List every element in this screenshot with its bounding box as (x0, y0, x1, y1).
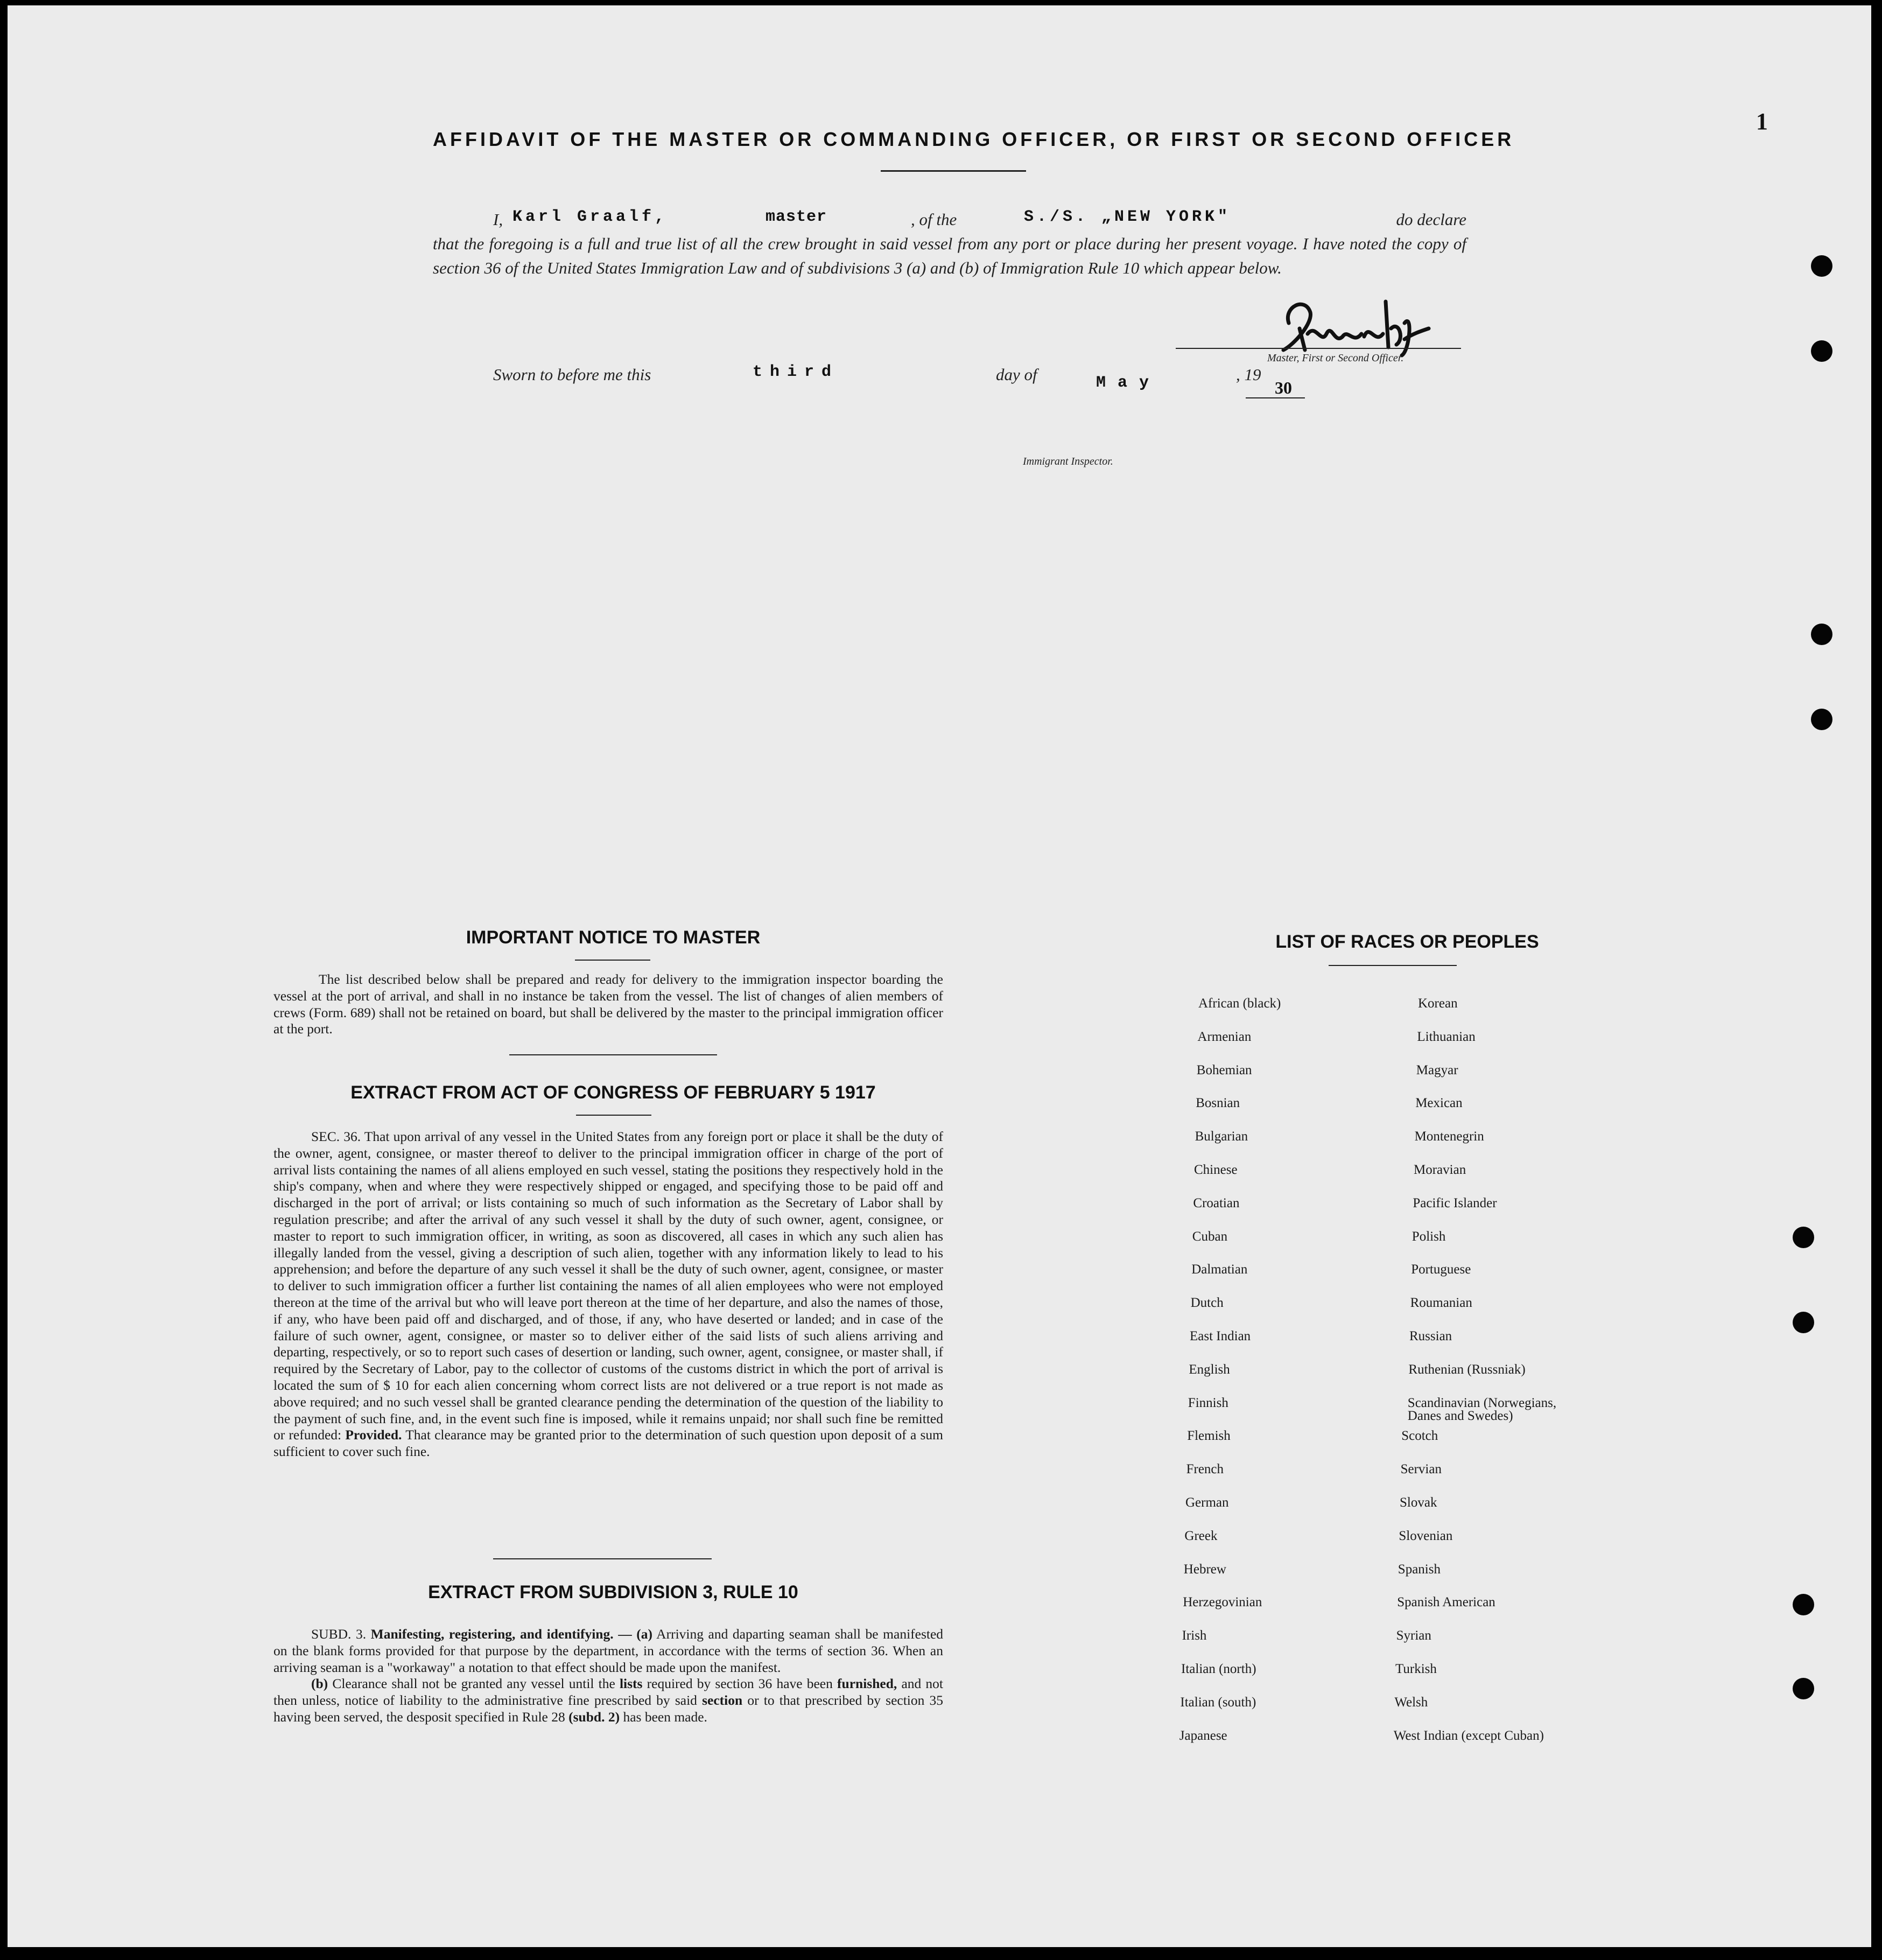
subd-heading: Manifesting, registering, and identifying. (370, 1626, 614, 1642)
races-list (1176, 996, 1660, 1772)
signature-caption: Master, First or Second Officer. (1267, 352, 1404, 364)
notice-title: IMPORTANT NOTICE TO MASTER (466, 927, 761, 948)
race-item: Ruthenian (Russniak) (1408, 1362, 1526, 1377)
para-b-lists: lists (619, 1676, 643, 1692)
para-b-label: (b) (311, 1676, 328, 1692)
inspector-caption: Immigrant Inspector. (1023, 456, 1113, 467)
sworn-prefix: Sworn to before me this (493, 365, 651, 384)
vessel-name: S./S. „NEW YORK" (1024, 208, 1231, 226)
signature-line (1176, 348, 1461, 349)
affidavit-paragraph (433, 207, 1466, 280)
act-provided: Provided. (345, 1427, 402, 1443)
races-title-underline (1329, 965, 1457, 966)
race-item: Greek (1184, 1528, 1218, 1543)
binder-hole (1793, 1678, 1814, 1699)
race-item: Turkish (1395, 1662, 1437, 1676)
race-item: Bohemian (1196, 1062, 1252, 1077)
race-item: Magyar (1416, 1062, 1458, 1077)
para-a-label: — (a) (618, 1626, 652, 1642)
binder-hole (1793, 1312, 1814, 1333)
affidavit-first-line (433, 207, 1466, 232)
act-title: EXTRACT FROM ACT OF CONGRESS OF FEBRUARY 5 1917 (350, 1082, 876, 1103)
race-item: Dutch (1190, 1296, 1224, 1311)
para-b-text-5: has been made. (623, 1709, 707, 1725)
act-text-after: That clearance may be granted prior to the determination of such question upon deposit of a sum sufficient to cover such fine. (273, 1427, 944, 1460)
para-b-subd2: (subd. 2) (568, 1709, 620, 1725)
act-title-underline (576, 1115, 651, 1116)
race-item: Cuban (1192, 1229, 1228, 1244)
title-underline (881, 170, 1026, 172)
act-text-block (273, 1129, 943, 1460)
race-item: French (1186, 1462, 1224, 1477)
race-item: East Indian (1190, 1329, 1251, 1343)
race-item: African (black) (1198, 996, 1281, 1011)
notice-text-block (273, 971, 943, 1038)
act-paragraph (273, 1129, 943, 1460)
binder-hole (1811, 255, 1832, 277)
para-a-text: Arriving and daparting seaman shall be manifested on the blank forms provided for that purpose by the department, in accordance with the terms of section 36. When an arriving seaman is a "workaway" a notation to that effect should be made upon the manifest. (273, 1626, 944, 1675)
race-item: Scotch (1401, 1429, 1438, 1444)
race-item: Armenian (1197, 1029, 1252, 1044)
race-item: Portuguese (1411, 1262, 1471, 1277)
race-item: Bosnian (1196, 1096, 1240, 1111)
year-line (1246, 397, 1305, 398)
races-title: LIST OF RACES OR PEOPLES (1275, 932, 1539, 952)
para-b-text-2: required by section 36 have been (647, 1676, 833, 1692)
race-item: Bulgarian (1195, 1129, 1248, 1144)
race-item: Moravian (1414, 1163, 1466, 1177)
year-suffix: 30 (1275, 378, 1292, 397)
day-of-text: day of (996, 365, 1037, 384)
race-item: Lithuanian (1417, 1029, 1476, 1044)
race-item: Spanish American (1397, 1595, 1495, 1610)
race-item: Japanese (1179, 1728, 1227, 1743)
rule-title: EXTRACT FROM SUBDIVISION 3, RULE 10 (428, 1582, 798, 1602)
affidavit-title: AFFIDAVIT OF THE MASTER OR COMMANDING OFFICER, OR FIRST OR SECOND OFFICER (433, 128, 1515, 150)
race-item: Slovak (1400, 1495, 1437, 1510)
race-item: Croatian (1193, 1195, 1240, 1210)
page-mark: 1 (1756, 108, 1768, 135)
officer-rank: master (766, 208, 827, 226)
para-b-section: section (702, 1692, 743, 1709)
para-b-furnished: furnished, (837, 1676, 897, 1692)
notice-divider (509, 1054, 717, 1055)
rule-paragraph-b (273, 1676, 943, 1725)
race-item: Russian (1409, 1329, 1452, 1343)
binder-hole (1793, 1227, 1814, 1248)
race-item: Flemish (1187, 1429, 1231, 1444)
binder-hole (1811, 709, 1832, 730)
race-item: Montenegrin (1414, 1129, 1484, 1144)
rule-paragraph-a (273, 1626, 943, 1676)
notice-text: The list described below shall be prepared and ready for delivery to the immigration inspector boarding the vessel at the port of arrival, and shall in no instance be taken from the vessel. The list of changes of alien members of crews (Form. 689) shall not be retained on board, but shall be delivered by the master to the principal immigration officer at the port. (273, 971, 943, 1037)
do-declare-text: do declare (1396, 210, 1466, 229)
year-prefix: , 19 (1236, 365, 1261, 384)
race-item: Polish (1412, 1229, 1446, 1244)
race-item: Mexican (1415, 1096, 1463, 1111)
race-item: English (1189, 1362, 1230, 1377)
signature-graphic (1267, 291, 1461, 361)
master-signature (1267, 291, 1461, 361)
race-item: Korean (1418, 996, 1458, 1011)
para-b-text-4: or to that prescribed by section 35 having been served, the desposit specified in Rule 28 (273, 1692, 944, 1725)
notice-title-underline (575, 960, 650, 961)
rule-text-block (273, 1626, 943, 1726)
act-text-before: SEC. 36. That upon arrival of any vessel in the United States from any foreign port or place it shall be the duty of the owner, agent, consignee, or master thereof to deliver to the principal immigration officer in charge of the port of arrival lists containing the names of all aliens employed en such vessel, stating the positions they respectively hold in the ship's company, when and where they were respectively shipped or engaged, and specifying those to be paid off and discharged in the port of arrival; or lists containing so much of such information as the Secretary of Labor shall by regulation prescribe; and after the arrival of any such vessel it shall by the duty of such owner, agent, consignee, or master to report to such immigration officer, in writing, as soon as discovered, all cases in which any such alien has illegally landed from the vessel, giving a description of such alien, together with any information likely to lead to his apprehension; and before the departure of any such vessel it shall be the duty of such owner, agent, consignee, or master to deliver to such immigration officer a further list containing the names of all alien employees who were not employed thereon at the time of the arrival but who will leave port thereon at the time of her departure, and also the names of those, if any, who have been paid off and discharged, and of those, if any, who have deserted or landed; and in case of the failure of such owner, agent, consignee, or master so to deliver either of the said lists of such aliens arriving and departing, respectively, or so to report such cases of desertion or landing, such owner, agent, consignee, or master shall, if required by the Secretary of Labor, pay to the collector of customs of the customs district in which the port of arrival is located the sum of $ 10 for each alien concerning whom correct lists are not delivered or a true report is not made as above required; and no such vessel shall be granted clearance pending the determination of the question of the liability to the payment of such fine, and, in the event such fine is imposed, while it remains unpaid; nor shall such fine be remitted or refunded: (273, 1129, 943, 1443)
race-item: Chinese (1194, 1163, 1238, 1177)
binder-hole (1811, 624, 1832, 645)
act-divider (493, 1558, 712, 1559)
para-b-text-3: and not then unless, notice of liability to the administrative fine prescribed by said (273, 1676, 943, 1709)
binder-hole (1811, 340, 1832, 362)
master-name: Karl Graalf, (512, 208, 668, 226)
race-item: Finnish (1188, 1395, 1228, 1410)
race-item: Slovenian (1399, 1528, 1453, 1543)
race-item: West Indian (except Cuban) (1393, 1728, 1544, 1743)
race-item: Spanish (1398, 1562, 1441, 1577)
sworn-day: third (753, 363, 839, 381)
race-item: Pacific Islander (1413, 1195, 1497, 1210)
race-item: Herzegovinian (1183, 1595, 1262, 1610)
para-b-text-1: Clearance shall not be granted any vessel until the (332, 1676, 615, 1692)
race-item: German (1185, 1495, 1229, 1510)
race-item: Italian (south) (1180, 1695, 1256, 1710)
affidavit-body: that the foregoing is a full and true list of all the crew brought in said vessel from any port or place during her present voyage. I have noted the copy of section 36 of the United States Immigration Law and of subdivisions 3 (a) and (b) of Immigration Rule 10 which appear below. (433, 234, 1466, 277)
race-item: Hebrew (1183, 1562, 1226, 1577)
race-item: Servian (1400, 1462, 1442, 1477)
binder-hole (1793, 1594, 1814, 1615)
race-item: Scandinavian (Norwegians, (1407, 1395, 1557, 1410)
affidavit-i: I, (493, 210, 503, 229)
of-the-text: , of the (911, 210, 957, 229)
race-item: Dalmatian (1191, 1262, 1248, 1277)
race-item: Syrian (1396, 1628, 1431, 1643)
race-item: Welsh (1394, 1695, 1428, 1710)
race-item: Roumanian (1410, 1296, 1472, 1311)
race-item: Irish (1182, 1628, 1207, 1643)
race-item: Danes and Swedes) (1407, 1408, 1513, 1423)
race-item: Italian (north) (1181, 1662, 1256, 1676)
sworn-month: May (1096, 374, 1161, 392)
subd-label: SUBD. 3. (311, 1626, 367, 1642)
document-page (8, 5, 1871, 1947)
